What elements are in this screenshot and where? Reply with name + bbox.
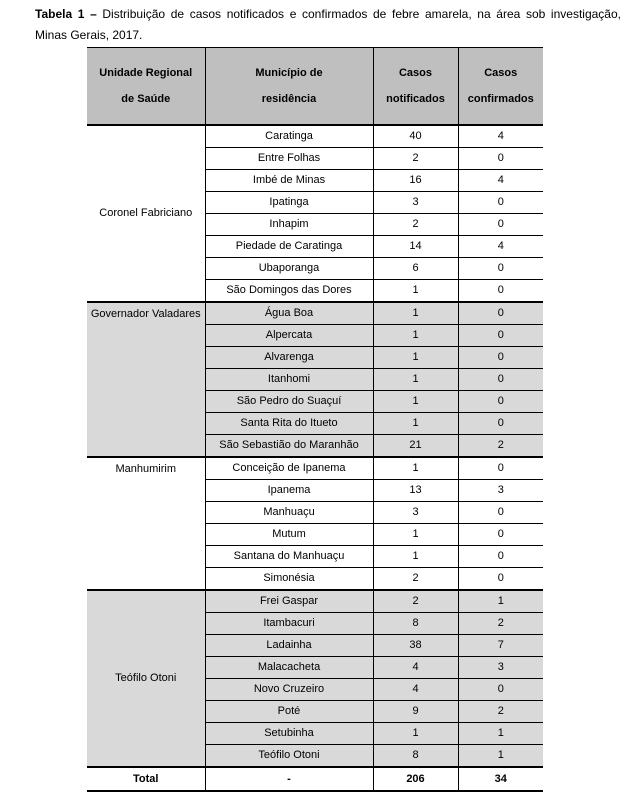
confirmed-cell: 4 bbox=[458, 125, 543, 148]
confirmed-cell: 1 bbox=[458, 590, 543, 613]
confirmed-cell: 0 bbox=[458, 324, 543, 346]
municipality-cell: São Domingos das Dores bbox=[205, 279, 373, 302]
table-row bbox=[87, 302, 543, 325]
notified-cell: 4 bbox=[373, 656, 458, 678]
confirmed-cell: 1 bbox=[458, 744, 543, 767]
table-row bbox=[87, 125, 543, 148]
confirmed-cell: 0 bbox=[458, 457, 543, 480]
table-header-row bbox=[87, 48, 543, 125]
municipality-cell: Malacacheta bbox=[205, 656, 373, 678]
municipality-cell: Novo Cruzeiro bbox=[205, 678, 373, 700]
notified-cell: 1 bbox=[373, 279, 458, 302]
confirmed-cell: 2 bbox=[458, 700, 543, 722]
table-caption-text: Distribuição de casos notificados e confirmados de febre amarela, na área sob investigação, bbox=[102, 7, 621, 21]
municipality-cell: Itambacuri bbox=[205, 612, 373, 634]
municipality-cell: Inhapim bbox=[205, 213, 373, 235]
table-caption-label: Tabela 1 – bbox=[35, 7, 97, 21]
municipality-cell: Santana do Manhuaçu bbox=[205, 545, 373, 567]
notified-cell: 3 bbox=[373, 191, 458, 213]
table-row bbox=[87, 590, 543, 613]
region-cell: Manhumirim bbox=[87, 457, 205, 590]
total-municipality-cell: - bbox=[205, 767, 373, 791]
municipality-cell: Santa Rita do Itueto bbox=[205, 412, 373, 434]
notified-cell: 9 bbox=[373, 700, 458, 722]
notified-cell: 1 bbox=[373, 346, 458, 368]
municipality-cell: São Pedro do Suaçuí bbox=[205, 390, 373, 412]
confirmed-cell: 0 bbox=[458, 213, 543, 235]
total-notified-cell: 206 bbox=[373, 767, 458, 791]
notified-cell: 16 bbox=[373, 169, 458, 191]
header-cell-notified bbox=[373, 48, 458, 125]
confirmed-cell: 0 bbox=[458, 567, 543, 590]
table-caption-line1 bbox=[35, 4, 621, 25]
notified-cell: 1 bbox=[373, 368, 458, 390]
header-text: residência bbox=[261, 92, 317, 105]
confirmed-cell: 0 bbox=[458, 147, 543, 169]
confirmed-cell: 7 bbox=[458, 634, 543, 656]
notified-cell: 38 bbox=[373, 634, 458, 656]
municipality-cell: Ubaporanga bbox=[205, 257, 373, 279]
confirmed-cell: 3 bbox=[458, 479, 543, 501]
notified-cell: 1 bbox=[373, 412, 458, 434]
confirmed-cell: 0 bbox=[458, 257, 543, 279]
total-row bbox=[87, 767, 543, 791]
municipality-cell: Entre Folhas bbox=[205, 147, 373, 169]
notified-cell: 2 bbox=[373, 567, 458, 590]
confirmed-cell: 0 bbox=[458, 501, 543, 523]
table-row bbox=[87, 457, 543, 480]
header-text: notificados bbox=[386, 92, 445, 105]
municipality-cell: Alpercata bbox=[205, 324, 373, 346]
confirmed-cell: 2 bbox=[458, 612, 543, 634]
notified-cell: 8 bbox=[373, 612, 458, 634]
municipality-cell: Piedade de Caratinga bbox=[205, 235, 373, 257]
notified-cell: 3 bbox=[373, 501, 458, 523]
header-text: Casos bbox=[398, 66, 433, 79]
notified-cell: 1 bbox=[373, 302, 458, 325]
total-label-cell: Total bbox=[87, 767, 205, 791]
municipality-cell: São Sebastião do Maranhão bbox=[205, 434, 373, 457]
municipality-cell: Conceição de Ipanema bbox=[205, 457, 373, 480]
table-body bbox=[87, 125, 543, 767]
header-text: confirmados bbox=[467, 92, 534, 105]
table-caption bbox=[35, 4, 621, 46]
table-footer bbox=[87, 767, 543, 791]
municipality-cell: Água Boa bbox=[205, 302, 373, 325]
municipality-cell: Mutum bbox=[205, 523, 373, 545]
municipality-cell: Ladainha bbox=[205, 634, 373, 656]
municipality-cell: Caratinga bbox=[205, 125, 373, 148]
notified-cell: 21 bbox=[373, 434, 458, 457]
notified-cell: 13 bbox=[373, 479, 458, 501]
cases-table bbox=[87, 47, 543, 792]
municipality-cell: Manhuaçu bbox=[205, 501, 373, 523]
notified-cell: 2 bbox=[373, 213, 458, 235]
header-text: Município de bbox=[255, 66, 323, 79]
confirmed-cell: 0 bbox=[458, 368, 543, 390]
header-cell-confirmed bbox=[458, 48, 543, 125]
notified-cell: 4 bbox=[373, 678, 458, 700]
confirmed-cell: 4 bbox=[458, 169, 543, 191]
confirmed-cell: 0 bbox=[458, 412, 543, 434]
confirmed-cell: 1 bbox=[458, 722, 543, 744]
confirmed-cell: 0 bbox=[458, 279, 543, 302]
municipality-cell: Frei Gaspar bbox=[205, 590, 373, 613]
notified-cell: 40 bbox=[373, 125, 458, 148]
municipality-cell: Alvarenga bbox=[205, 346, 373, 368]
notified-cell: 1 bbox=[373, 324, 458, 346]
confirmed-cell: 0 bbox=[458, 523, 543, 545]
municipality-cell: Teófilo Otoni bbox=[205, 744, 373, 767]
notified-cell: 1 bbox=[373, 722, 458, 744]
table-header bbox=[87, 48, 543, 125]
header-cell-regional-unit bbox=[87, 48, 205, 125]
notified-cell: 6 bbox=[373, 257, 458, 279]
notified-cell: 8 bbox=[373, 744, 458, 767]
municipality-cell: Ipatinga bbox=[205, 191, 373, 213]
confirmed-cell: 3 bbox=[458, 656, 543, 678]
notified-cell: 1 bbox=[373, 390, 458, 412]
confirmed-cell: 4 bbox=[458, 235, 543, 257]
total-confirmed-cell: 34 bbox=[458, 767, 543, 791]
header-text: Unidade Regional bbox=[99, 66, 193, 79]
municipality-cell: Itanhomi bbox=[205, 368, 373, 390]
table-caption-line2: Minas Gerais, 2017. bbox=[35, 28, 143, 42]
confirmed-cell: 0 bbox=[458, 346, 543, 368]
notified-cell: 1 bbox=[373, 457, 458, 480]
notified-cell: 1 bbox=[373, 523, 458, 545]
header-text: de Saúde bbox=[121, 92, 171, 105]
confirmed-cell: 2 bbox=[458, 434, 543, 457]
confirmed-cell: 0 bbox=[458, 302, 543, 325]
notified-cell: 1 bbox=[373, 545, 458, 567]
header-text: Casos bbox=[484, 66, 518, 79]
municipality-cell: Imbé de Minas bbox=[205, 169, 373, 191]
confirmed-cell: 0 bbox=[458, 545, 543, 567]
notified-cell: 2 bbox=[373, 147, 458, 169]
municipality-cell: Setubinha bbox=[205, 722, 373, 744]
region-cell: Governador Valadares bbox=[87, 302, 205, 457]
confirmed-cell: 0 bbox=[458, 678, 543, 700]
municipality-cell: Simonésia bbox=[205, 567, 373, 590]
region-cell: Teófilo Otoni bbox=[87, 590, 205, 767]
notified-cell: 2 bbox=[373, 590, 458, 613]
notified-cell: 14 bbox=[373, 235, 458, 257]
region-cell: Coronel Fabriciano bbox=[87, 125, 205, 302]
confirmed-cell: 0 bbox=[458, 191, 543, 213]
municipality-cell: Ipanema bbox=[205, 479, 373, 501]
header-cell-municipality bbox=[205, 48, 373, 125]
municipality-cell: Poté bbox=[205, 700, 373, 722]
confirmed-cell: 0 bbox=[458, 390, 543, 412]
